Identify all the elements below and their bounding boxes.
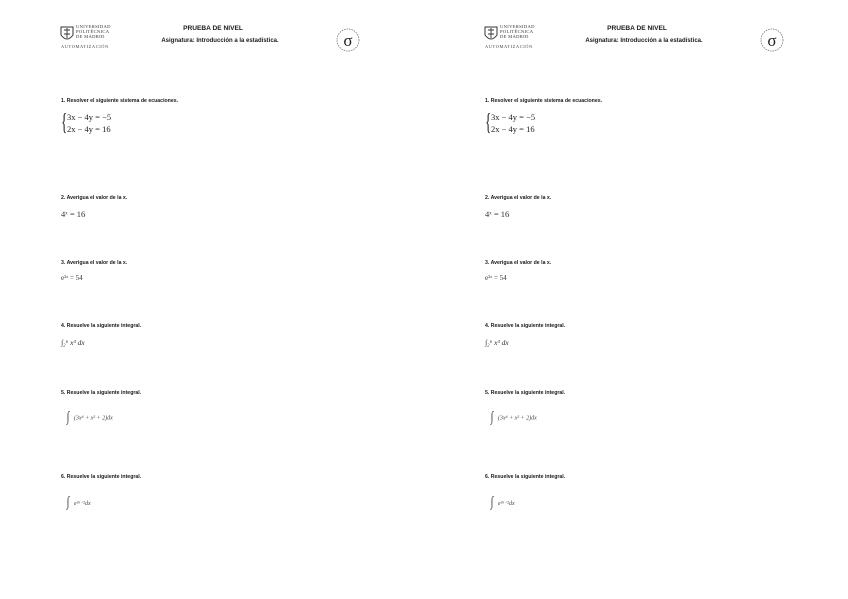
exam-title: PRUEBA DE NIVEL [607, 25, 667, 32]
logo-subtext: AUTOMATIZACIÓN [61, 44, 109, 49]
equation-system [61, 112, 151, 138]
sigma-emblem-icon [334, 27, 362, 53]
brace-icon: { [61, 110, 68, 136]
question-3-expression: e²ˣ = 54 [485, 274, 507, 282]
university-logo [60, 24, 132, 50]
question-3-expression: e²ˣ = 54 [61, 274, 83, 282]
question-1-label: 1. Resolver el siguiente sistema de ecuaciones. [61, 98, 179, 104]
integral-sign: ∫ [66, 410, 70, 426]
question-6-label: 6. Resuelve la siguiente integral. [61, 474, 142, 480]
university-logo [484, 24, 556, 50]
question-5-expression-wrap [66, 409, 113, 427]
logo-text: UNIVERSIDAD POLITÉCNICA DE MADRID [76, 24, 111, 40]
exam-title: PRUEBA DE NIVEL [183, 25, 243, 32]
question-5-expression: (3x⁴ + x² + 2)dx [73, 415, 113, 422]
equation-2: 2x − 4y = 16 [491, 124, 535, 134]
logo-subtext: AUTOMATIZACIÓN [485, 44, 533, 49]
sigma-emblem-icon [758, 27, 786, 53]
equation-1: 3x − 4y = −5 [67, 112, 112, 122]
equation-1: 3x − 4y = −5 [491, 112, 536, 122]
question-4-expression: ∫₂⁶ x³ dx [485, 338, 509, 347]
exam-subject: Asignatura: Introducción a la estadística. [585, 38, 703, 44]
question-1-label: 1. Resolver el siguiente sistema de ecuaciones. [485, 98, 603, 104]
crest-icon [60, 25, 74, 43]
brace-icon: { [485, 110, 492, 136]
question-5-label: 5. Resuelve la siguiente integral. [61, 390, 142, 396]
question-6-expression-wrap [490, 494, 515, 512]
integral-sign: ∫ [66, 495, 70, 511]
equation-2: 2x − 4y = 16 [67, 124, 111, 134]
integral-sign: ∫ [490, 495, 494, 511]
integral-sign: ∫ [490, 410, 494, 426]
question-6-expression: e³ˣ⁻²dx [497, 500, 515, 507]
emblem-symbol: σ [343, 31, 353, 50]
question-2-expression: 4ˣ = 16 [61, 209, 86, 219]
question-2-label: 2. Averigua el valor de la x. [485, 195, 552, 201]
equation-system [485, 112, 575, 138]
question-4-label: 4. Resuelve la siguiente integral. [61, 323, 142, 329]
question-3-label: 3. Averigua el valor de la x. [485, 260, 552, 266]
exam-subject: Asignatura: Introducción a la estadística. [161, 38, 279, 44]
question-4-expression: ∫₂⁶ x³ dx [61, 338, 85, 347]
question-5-label: 5. Resuelve la siguiente integral. [485, 390, 566, 396]
question-2-label: 2. Averigua el valor de la x. [61, 195, 128, 201]
question-5-expression: (3x⁴ + x² + 2)dx [497, 415, 537, 422]
emblem-symbol: σ [767, 31, 777, 50]
question-6-label: 6. Resuelve la siguiente integral. [485, 474, 566, 480]
question-6-expression-wrap [66, 494, 91, 512]
question-2-expression: 4ˣ = 16 [485, 209, 510, 219]
exam-page-right [424, 0, 848, 599]
logo-text: UNIVERSIDAD POLITÉCNICA DE MADRID [500, 24, 535, 40]
question-3-label: 3. Averigua el valor de la x. [61, 260, 128, 266]
question-5-expression-wrap [490, 409, 537, 427]
question-6-expression: e³ˣ⁻²dx [73, 500, 91, 507]
crest-icon [484, 25, 498, 43]
question-4-label: 4. Resuelve la siguiente integral. [485, 323, 566, 329]
